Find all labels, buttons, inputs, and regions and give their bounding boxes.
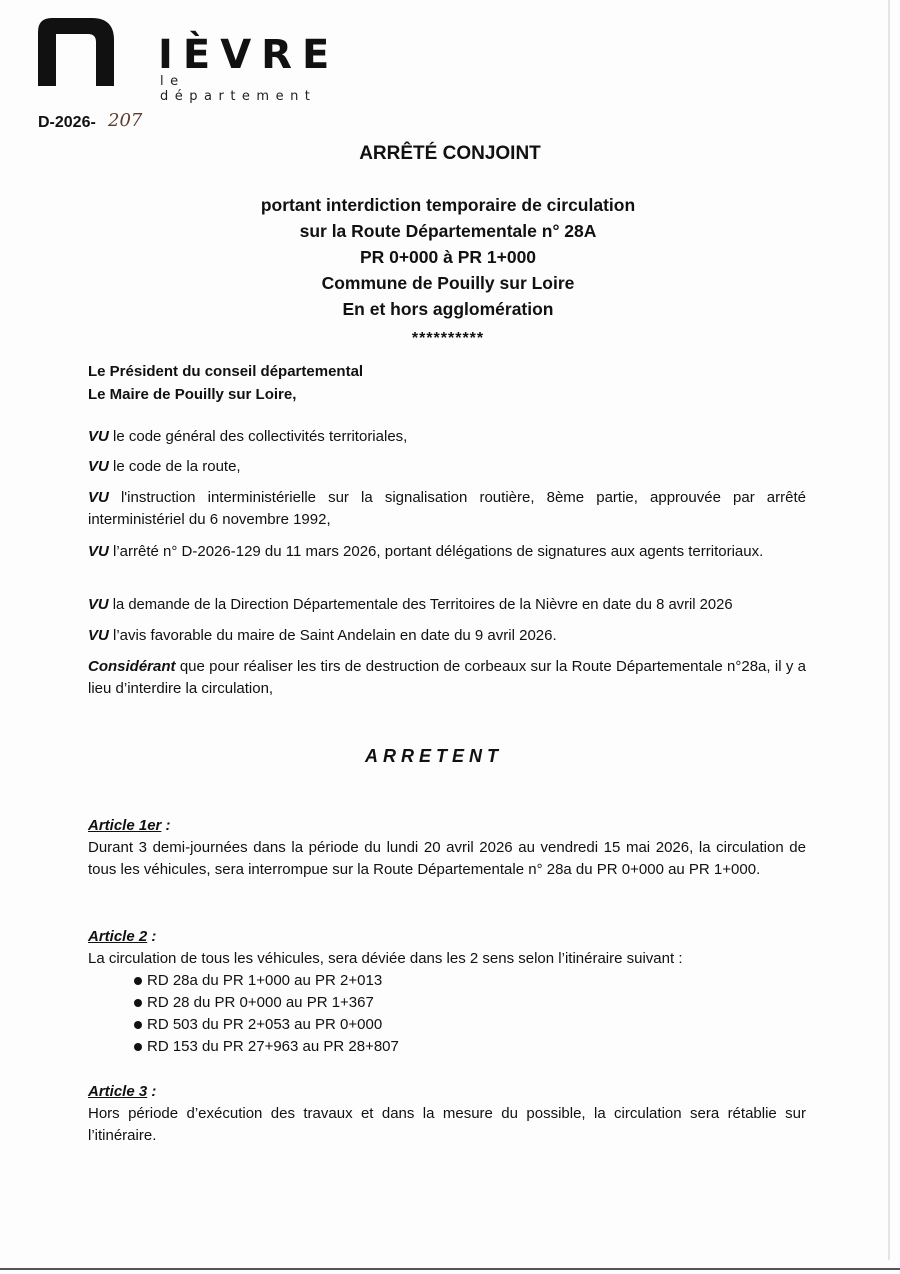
considerant-paragraph [88, 656, 806, 700]
article-colon: : [147, 1083, 157, 1100]
vu-label: VU [88, 428, 109, 445]
vu-label: VU [88, 489, 109, 506]
vu-text: l’arrêté n° D-2026-129 du 11 mars 2026, portant délégations de signatures aux agents territoriaux. [113, 543, 764, 560]
considerant-text: que pour réaliser les tirs de destruction de corbeaux sur la Route Départementale n°28a, il y a lieu d’interdire la circulation, [88, 658, 807, 697]
article-colon: : [147, 928, 157, 945]
logo-subtitle: le département [160, 74, 317, 104]
list-item [88, 992, 806, 1014]
vu-item [88, 625, 806, 647]
document-title: ARRÊTÉ CONJOINT [359, 143, 541, 164]
scan-edge [888, 0, 890, 1260]
decision-heading: ARRETENT [365, 746, 503, 766]
nievre-logo [30, 12, 340, 104]
vu-label: VU [88, 543, 109, 560]
vu-text: l’avis favorable du maire de Saint Andelain en date du 9 avril 2026. [113, 627, 557, 644]
vu-item [88, 426, 806, 448]
subtitle-line: PR 0+000 à PR 1+000 [359, 247, 537, 267]
vu-text: l'instruction interministérielle sur la signalisation routière, 8ème partie, approuvée par arrêté interministériel du 6 novembre 1992, [88, 489, 806, 528]
subtitle-line: sur la Route Départementale n° 28A [299, 221, 597, 241]
article-1-heading [88, 815, 806, 837]
list-item [88, 970, 806, 992]
vu-label: VU [88, 458, 109, 475]
article-title: Article 1er [88, 817, 162, 834]
subtitle-line: Commune de Pouilly sur Loire [321, 273, 575, 293]
bullet-icon [134, 1043, 142, 1051]
route-text: RD 153 du PR 27+963 au PR 28+807 [147, 1038, 399, 1055]
vu-label: VU [88, 597, 109, 613]
document-reference: D-2026- [38, 114, 96, 131]
separator: ********** [411, 330, 485, 347]
bullet-icon [134, 1021, 142, 1029]
considerant-label: Considérant [88, 658, 176, 675]
authority-line: Le Président du conseil départemental [88, 363, 364, 380]
list-item [88, 1014, 806, 1036]
article-title: Article 3 [88, 1083, 148, 1100]
article-2-text: La circulation de tous les véhicules, sera déviée dans les 2 sens selon l’itinéraire suivant : [88, 950, 683, 967]
article-title: Article 2 [88, 928, 148, 945]
scan-edge-bottom [0, 1268, 900, 1270]
article-3-heading [88, 1081, 806, 1103]
article-1-text: Durant 3 demi-journées dans la période du lundi 20 avril 2026 au vendredi 15 mai 2026, la circulation de tous les véhicules, sera interrompue sur la Route Départementale n° 28a du PR 0+000 au PR 1+000. [88, 839, 806, 878]
vu-text: la demande de la Direction Départementale des Territoires de la Nièvre en date du 8 avril 2026 [112, 597, 733, 613]
nievre-n-logo-icon [30, 14, 126, 88]
article-2-heading [88, 926, 806, 948]
vu-text: le code de la route, [113, 458, 241, 475]
logo-name: IÈVRE [158, 32, 340, 78]
article-3-text: Hors période d’exécution des travaux et dans la mesure du possible, la circulation sera rétablie sur l’itinéraire. [88, 1105, 806, 1144]
route-text: RD 28a du PR 1+000 au PR 2+013 [147, 972, 383, 989]
document-subtitle [0, 192, 896, 322]
subtitle-line: portant interdiction temporaire de circulation [260, 195, 636, 215]
bullet-icon [134, 999, 142, 1007]
authority-line: Le Maire de Pouilly sur Loire, [88, 386, 297, 403]
subtitle-line: En et hors agglomération [342, 299, 554, 319]
vu-text: le code général des collectivités territoriales, [113, 428, 408, 445]
route-list [88, 970, 806, 1058]
list-item [88, 1036, 806, 1058]
vu-item [88, 487, 806, 531]
vu-label: VU [88, 627, 109, 644]
route-text: RD 503 du PR 2+053 au PR 0+000 [147, 1016, 383, 1033]
vu-item [88, 456, 806, 478]
vu-item [88, 541, 806, 563]
bullet-icon [134, 977, 142, 985]
vu-item [88, 594, 818, 616]
handwritten-number: 207 [108, 110, 143, 131]
authorities [88, 360, 363, 406]
article-colon: : [161, 817, 171, 834]
route-text: RD 28 du PR 0+000 au PR 1+367 [147, 994, 374, 1011]
